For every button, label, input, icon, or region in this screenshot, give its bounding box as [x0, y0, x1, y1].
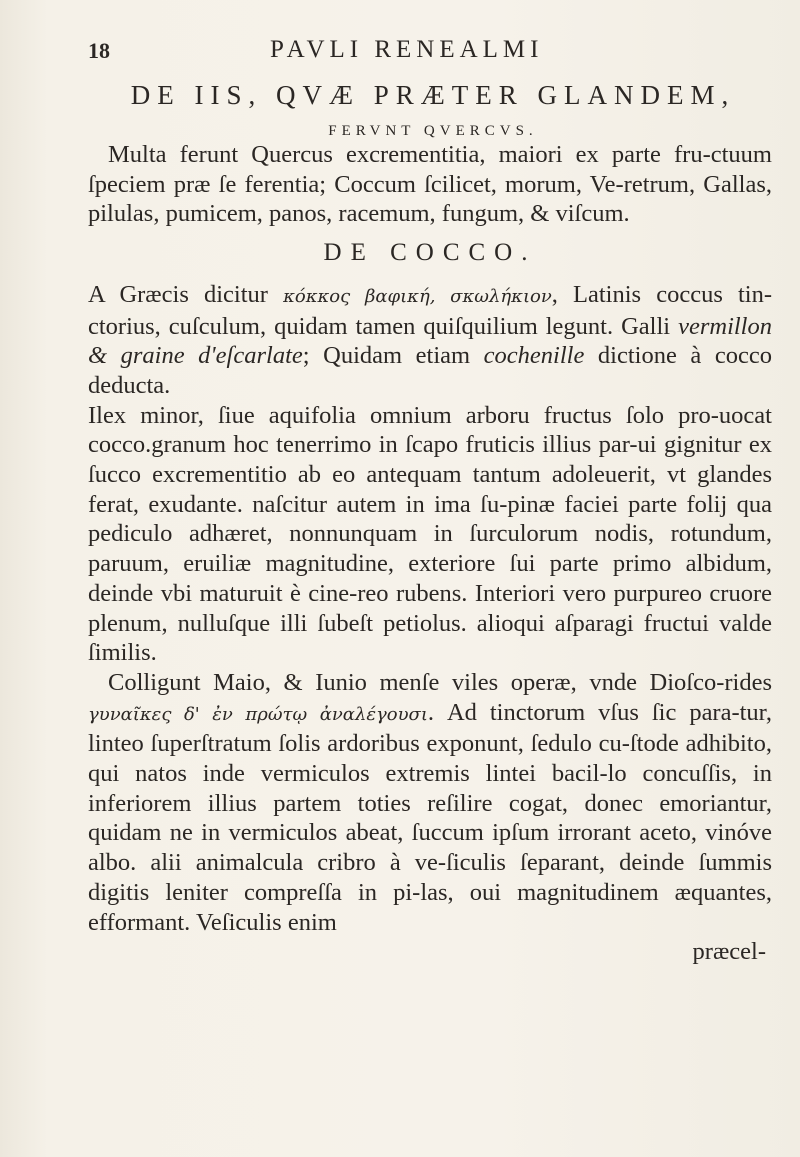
page-number: 18: [88, 38, 110, 63]
french-names: vermillon & graine d'eſcarlate: [88, 312, 772, 370]
running-head: PAVLI RENEALMI: [270, 36, 544, 63]
paragraph-harvest: [88, 668, 772, 937]
paragraph-intro: Multa ferunt Quercus excrementitia, maiori ex parte fru-ctuum ſpeciem præ ſe ferentia; Coccum ſcilicet, morum, Ve-retrum, Gallas, pilulas, pumicem, panos, racemum, fungum, & viſcum.: [88, 141, 772, 228]
names-text-d: dictione à cocco deducta.: [88, 342, 773, 399]
names-text-a: A Græcis dicitur: [88, 280, 284, 308]
catchword: præcel-: [692, 938, 766, 966]
body-text: [88, 140, 772, 967]
chapter-title-line2: FERVNT QVERCVS.: [328, 123, 538, 139]
chapter-title-line1: DE IIS, QVÆ PRÆTER GLANDEM,: [130, 80, 736, 110]
paragraph-names: [88, 280, 772, 401]
cochenille-term: cochenille: [483, 342, 585, 370]
names-text-c: ; Quidam etiam: [302, 342, 484, 370]
page-header: [88, 36, 768, 68]
harvest-text-b: . Ad tinctorum vſus ſic para-tur, linteo ſuperſtratum ſolis ardoribus exponunt, ſedulo cu-ſtode adhibito, qui natos inde vermiculos extremis lintei bacil-lo concuſſis, in inferiorem illius partem toties reſilire cogat, donec emoriantur, quidam ne in vermiculos abeat, ſuccum ipſum irrorant aceto, vinóve albo. alii animalcula cribro à ve-ſiculis ſeparant, deinde ſummis digitis leniter compreſſa in pi-las, oui magnitudinem æquantes, efformant. Veſiculis enim: [88, 698, 772, 936]
names-text-b: , Latinis coccus tin-ctorius, cuſculum, quidam tamen quiſquilium legunt. Galli: [88, 280, 772, 340]
greek-names: κόκκος βαφική, σκωλήκιον: [283, 285, 552, 307]
section-title: DE COCCO.: [323, 239, 537, 267]
greek-quote: γυναῖκες δ' ἐν πρώτῳ ἀναλέγουσι: [88, 703, 428, 725]
harvest-text-a: Colligunt Maio, & Iunio menſe viles operæ, vnde Dioſco-rides: [108, 668, 772, 696]
chapter-title: [88, 80, 778, 140]
paragraph-ilex: Ilex minor, ſiue aquifolia omnium arboru fructus ſolo pro-uocat cocco.granum hoc tenerrimo in ſcapo fruticis illius par-ui gignitur ex ſucco excrementitio ab eo antequam tantum adoleuerit, vt glandes ferat, exudante. naſcitur autem in ima ſu-pinæ faciei parte folij qua pediculo adhæret, nonnunquam in ſurculorum nodis, rotundum, paruum, eruiliæ magnitudine, exteriore ſui parte primo albidum, deinde vbi maturuit è cine-reo rubens. Interiori vero purpureo cruore plenum, nulluſque illi ſubeſt petiolus. alioqui aſparagi fructui valde ſimilis.: [88, 401, 772, 667]
